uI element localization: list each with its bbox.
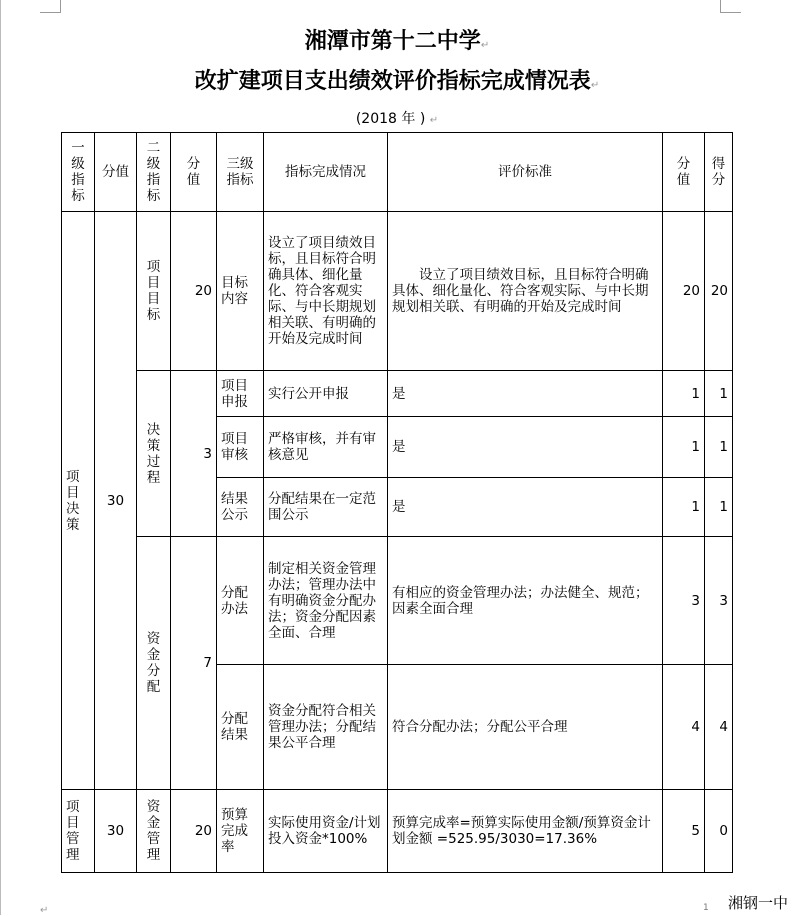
completion-status: 设立了项目绩效目标，且目标符合明确具体、细化量化、符合客观实际、与中长期规划相关联、有明确的开始及完成时间 (264, 212, 388, 371)
completion-status: 分配结果在一定范围公示 (264, 478, 388, 537)
evaluation-criteria: 有相应的资金管理办法；办法健全、规范；因素全面合理 (388, 537, 663, 665)
page-number: 1 (703, 903, 709, 913)
margin-mark (40, 0, 61, 13)
earned-score: 1 (705, 478, 733, 537)
evaluation-criteria: 是 (388, 417, 663, 478)
margin-mark (720, 0, 741, 13)
page-edge (0, 0, 1, 915)
evaluation-criteria: 设立了项目绩效目标，且目标符合明确具体、细化量化、符合客观实际、与中长期规划相关联、有明确的开始及完成时间 (388, 212, 663, 371)
header-cell: 三级指标 (217, 133, 264, 212)
level1-score: 30 (95, 790, 137, 873)
score: 1 (663, 478, 705, 537)
score: 4 (663, 665, 705, 790)
year-label: (2018 年 ) ↵ (355, 111, 439, 127)
header-cell: 一级指标 (62, 133, 95, 212)
paragraph-mark: ↵ (40, 905, 49, 916)
header-cell: 分值 (95, 133, 137, 212)
level2-indicator: 项目目标 (137, 212, 171, 371)
header-cell: 分值 (171, 133, 217, 212)
table-row (62, 371, 733, 417)
level2-score: 20 (171, 212, 217, 371)
completion-status: 资金分配符合相关管理办法；分配结果公平合理 (264, 665, 388, 790)
earned-score: 0 (705, 790, 733, 873)
header-row (62, 133, 733, 212)
document-subtitle: 改扩建项目支出绩效评价指标完成情况表↵ (194, 69, 600, 94)
level2-score: 3 (171, 371, 217, 537)
table-row (62, 537, 733, 665)
earned-score: 1 (705, 371, 733, 417)
level2-indicator: 决策过程 (137, 371, 171, 537)
header-cell: 二级指标 (137, 133, 171, 212)
completion-status: 严格审核，并有审核意见 (264, 417, 388, 478)
level3-indicator: 结果公示 (217, 478, 264, 537)
level1-indicator: 项目决策 (62, 212, 95, 790)
score: 20 (663, 212, 705, 371)
table-row (62, 790, 733, 873)
completion-status: 实行公开申报 (264, 371, 388, 417)
document-title: 湘潭市第十二中学↵ (304, 29, 490, 54)
header-cell: 评价标准 (388, 133, 663, 212)
header-cell: 指标完成情况 (264, 133, 388, 212)
score: 1 (663, 371, 705, 417)
completion-status: 实际使用资金/计划投入资金*100% (264, 790, 388, 873)
level2-indicator: 资金分配 (137, 537, 171, 790)
earned-score: 3 (705, 537, 733, 665)
score: 1 (663, 417, 705, 478)
level3-indicator: 分配结果 (217, 665, 264, 790)
level2-score: 7 (171, 537, 217, 790)
level1-indicator: 项目管理 (62, 790, 95, 873)
evaluation-criteria: 预算完成率=预算实际使用金额/预算资金计划金额 =525.95/3030=17.36% (388, 790, 663, 873)
score: 5 (663, 790, 705, 873)
earned-score: 1 (705, 417, 733, 478)
completion-status: 制定相关资金管理办法；管理办法中有明确资金分配办法；资金分配因素全面、合理 (264, 537, 388, 665)
evaluation-criteria: 符合分配办法；分配公平合理 (388, 665, 663, 790)
level3-indicator: 项目申报 (217, 371, 264, 417)
level2-score: 20 (171, 790, 217, 873)
level3-indicator: 项目审核 (217, 417, 264, 478)
next-page-text: 湘钢一中 (728, 894, 789, 912)
level3-indicator: 预算完成率 (217, 790, 264, 873)
earned-score: 4 (705, 665, 733, 790)
earned-score: 20 (705, 212, 733, 371)
header-cell: 得分 (705, 133, 733, 212)
evaluation-criteria: 是 (388, 478, 663, 537)
evaluation-table (61, 132, 733, 873)
header-cell: 分值 (663, 133, 705, 212)
score: 3 (663, 537, 705, 665)
level3-indicator: 目标内容 (217, 212, 264, 371)
level1-score: 30 (95, 212, 137, 790)
evaluation-criteria: 是 (388, 371, 663, 417)
level3-indicator: 分配办法 (217, 537, 264, 665)
level2-indicator: 资金管理 (137, 790, 171, 873)
table-row (62, 212, 733, 371)
